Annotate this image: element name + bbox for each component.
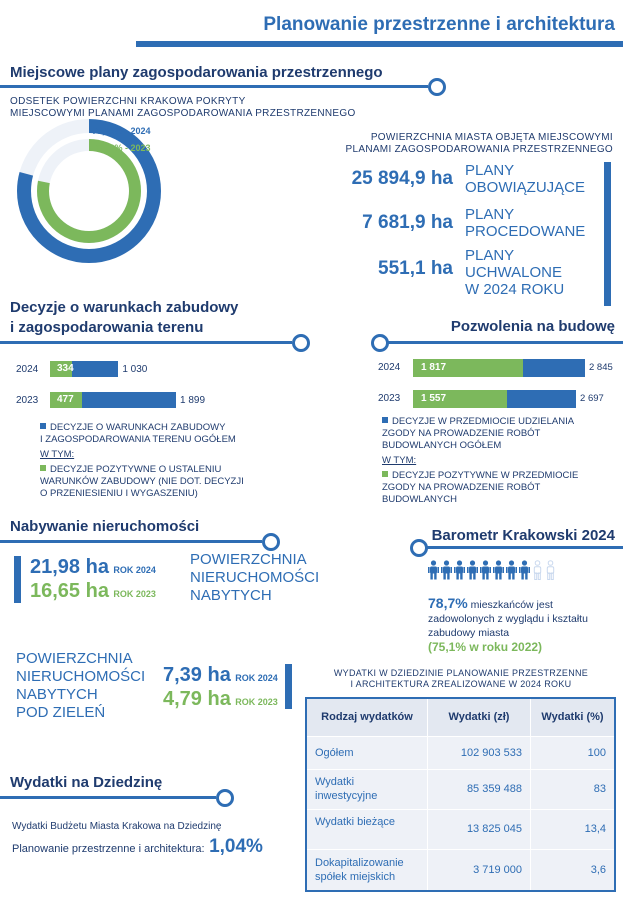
row-year: 2024 [378, 362, 401, 373]
wydatki-line2-text: Planowanie przestrzenne i architektura: [12, 843, 205, 855]
mpzp-section-title: Miejscowe plany zagospodarowania przestrzennego [10, 64, 383, 81]
nabywanie-section-title: Nabywanie nieruchomości [10, 518, 200, 535]
row-pct: 100 [587, 746, 606, 759]
person-filled-icon [441, 560, 452, 580]
plan-value: 25 894,9 ha [351, 168, 453, 189]
row-year: 2023 [16, 395, 39, 406]
legend-total-line1: DECYZJE W PRZEDMIOCIE UDZIELANIA [392, 416, 575, 427]
green-area-label [16, 650, 145, 722]
green-year-2024: ROK 2024 [235, 673, 278, 683]
person-filled-icon [493, 560, 504, 580]
green-2024 [163, 664, 278, 687]
person-empty-icon [532, 560, 543, 580]
row-name [306, 736, 428, 769]
legend-total-line2: I ZAGOSPODAROWANIA TERENU OGÓŁEM [40, 434, 236, 445]
plan-label [465, 162, 585, 196]
header-rule [136, 41, 623, 47]
green-label-line1: POWIERZCHNIA [16, 650, 133, 667]
positive-value: 334 [57, 363, 74, 374]
barometr-previous: (75,1% w roku 2022) [428, 640, 543, 654]
barometr-section-title: Barometr Krakowski 2024 [431, 527, 615, 544]
pozwolenia-section-title: Pozwolenia na budowę [450, 318, 615, 335]
decyzje-legend [40, 422, 244, 500]
wydatki-section-rule [0, 796, 216, 799]
row-pct: 83 [593, 783, 606, 795]
wydatki-percent: 1,04% [209, 836, 263, 857]
barometr-section-rule [424, 546, 623, 549]
person-filled-icon [480, 560, 491, 580]
plan-value: 551,1 ha [378, 258, 453, 279]
plan-row-procedowane [320, 206, 600, 246]
table-row [306, 769, 615, 809]
decyzje-section-title [10, 298, 238, 338]
plan-label-line3: W 2024 ROKU [465, 281, 565, 298]
value-2023: 16,65 ha [30, 580, 109, 602]
share-2023: 78,02% - 2023 [92, 143, 151, 153]
wydatki-section-node [216, 789, 234, 807]
row-name-line1: Wydatki [315, 776, 355, 788]
table-title-line1: WYDATKI W DZIEDZINIE PLANOWANIE PRZESTRZENNE [333, 668, 589, 678]
legend-positive-line2: WARUNKÓW ZABUDOWY (NIE DOT. DECYZJI [40, 476, 244, 487]
decyzje-title-line1: Decyzje o warunkach zabudowy [10, 299, 239, 316]
plan-label-line1: PLANY [465, 206, 515, 223]
nabywanie-2024 [30, 556, 156, 579]
decyzje-section-node [292, 334, 310, 352]
pozwolenia-row-2023 [378, 390, 623, 406]
green-label-line2: NIERUCHOMOŚCI [16, 668, 146, 685]
row-name-line2: spółek miejskich [315, 870, 396, 883]
row-amount: 13 825 045 [428, 809, 531, 849]
row-year: 2023 [378, 393, 401, 404]
wydatki-line2 [12, 836, 263, 858]
coverage-donut [14, 116, 164, 266]
total-value: 1 030 [122, 364, 148, 375]
green-value-2023: 4,79 ha [163, 688, 231, 710]
nabywanie-label-line1: POWIERZCHNIA [190, 551, 307, 568]
legend-total [382, 416, 578, 428]
green-year-2023: ROK 2023 [235, 697, 278, 707]
plan-row-uchwalone [320, 247, 600, 303]
nabywanie-label-line3: NABYTYCH [190, 587, 272, 604]
person-filled-icon [428, 560, 439, 580]
table-row [306, 736, 615, 769]
legend-total [40, 422, 244, 434]
row-pct: 13,4 [584, 823, 606, 835]
pozwolenia-row-2024 [378, 359, 623, 375]
legend-positive-line3: O PRZENIESIENIU I WYGASZENIU) [40, 488, 198, 499]
legend-green-swatch [40, 465, 46, 471]
plan-label-line2: PROCEDOWANE [465, 223, 586, 240]
year-2024: ROK 2024 [113, 565, 156, 575]
pozwolenia-legend [382, 416, 578, 506]
plans-side-bar [604, 162, 611, 306]
barometr-line1 [428, 596, 588, 612]
decyzje-row-2024 [16, 361, 216, 377]
total-value: 1 899 [180, 395, 206, 406]
nabywanie-label-line2: NIERUCHOMOŚCI [190, 569, 320, 586]
table-header: Wydatki (zł) [428, 698, 531, 736]
barometr-text-line2: zadowolonych z wyglądu i kształtu [428, 613, 588, 625]
legend-positive [382, 470, 578, 482]
row-name [306, 809, 428, 849]
plan-label [465, 206, 585, 240]
barometr-section-node [410, 539, 428, 557]
legend-blue-swatch [382, 417, 388, 423]
legend-positive-line1: DECYZJE POZYTYWNE O USTALENIU [50, 464, 222, 475]
nabywanie-side-bar [14, 556, 21, 603]
legend-total-line3: BUDOWLANYCH OGÓŁEM [382, 440, 502, 451]
plan-label-line1: PLANY [465, 162, 515, 179]
total-value: 2 845 [589, 362, 613, 373]
table-header: Rodzaj wydatków [306, 698, 428, 736]
share-label-line1: ODSETEK POWIERZCHNI KRAKOWA POKRYTY [10, 96, 246, 107]
row-pct: 3,6 [590, 863, 606, 876]
table-title [306, 668, 616, 690]
person-empty-icon [545, 560, 556, 580]
area-label-line2: PLANAMI ZAGOSPODAROWANIA PRZESTRZENNEGO [345, 144, 613, 155]
legend-positive-line2: ZGODY NA PROWADZENIE ROBÓT [382, 482, 541, 493]
pozwolenia-section-rule [386, 341, 623, 344]
person-filled-icon [454, 560, 465, 580]
area-label-line1: POWIERZCHNIA MIASTA OBJĘTA MIEJSCOWYMI [370, 132, 613, 143]
positive-value: 1 557 [421, 393, 447, 404]
person-filled-icon [519, 560, 530, 580]
row-name-line1: Wydatki bieżące [315, 815, 395, 828]
positive-value: 477 [57, 394, 74, 405]
positive-value: 1 817 [421, 362, 447, 373]
nabywanie-section-node [262, 533, 280, 551]
legend-green-swatch [382, 471, 388, 477]
nabywanie-section-rule [0, 540, 262, 543]
plan-label [465, 247, 564, 298]
plan-value: 7 681,9 ha [362, 212, 453, 233]
wydatki-line1: Wydatki Budżetu Miasta Krakowa na Dziedzinę [12, 821, 222, 832]
total-value: 2 697 [580, 393, 604, 404]
expenses-table [305, 697, 616, 892]
row-amount: 85 359 488 [428, 769, 531, 809]
person-filled-icon [467, 560, 478, 580]
plan-label-line1: PLANY [465, 247, 515, 264]
table-row [306, 809, 615, 849]
pozwolenia-section-node [371, 334, 389, 352]
legend-total-line1: DECYZJE O WARUNKACH ZABUDOWY [50, 422, 226, 433]
green-label-line4: POD ZIELEŃ [16, 704, 106, 721]
nabywanie-label [190, 551, 319, 605]
page-title: Planowanie przestrzenne i architektura [263, 14, 615, 35]
table-title-line2: I ARCHITEKTURA ZREALIZOWANE W 2024 ROKU [350, 679, 572, 689]
legend-positive-line1: DECYZJE POZYTYWNE W PRZEDMIOCIE [392, 470, 579, 481]
mpzp-section-node [428, 78, 446, 96]
legend-wtym: W TYM: [40, 449, 75, 460]
table-row [306, 849, 615, 891]
legend-positive [40, 464, 244, 476]
row-name-line1: Ogółem [315, 746, 354, 759]
plan-label-line2: UCHWALONE [465, 264, 562, 281]
green-value-2024: 7,39 ha [163, 664, 231, 686]
row-year: 2024 [16, 364, 39, 375]
plan-row-obowiazujace [320, 162, 600, 202]
value-2024: 21,98 ha [30, 556, 109, 578]
nabywanie-2023 [30, 580, 156, 603]
decyzje-row-2023 [16, 392, 216, 408]
legend-positive-line3: BUDOWLANYCH [382, 494, 457, 505]
green-side-bar [285, 664, 292, 709]
legend-total-line2: ZGODY NA PROWADZENIE ROBÓT [382, 428, 541, 439]
barometr-percent: 78,7% [428, 595, 468, 611]
wydatki-section-title: Wydatki na Dziedzinę [10, 774, 163, 791]
table-header: Wydatki (%) [541, 711, 604, 724]
row-name-line1: Dokapitalizowanie [315, 856, 404, 869]
decyzje-section-rule [0, 341, 292, 344]
area-label [346, 132, 613, 156]
legend-blue-swatch [40, 423, 46, 429]
year-2023: ROK 2023 [113, 589, 156, 599]
row-name [306, 849, 428, 891]
row-amount: 102 903 533 [428, 736, 531, 769]
row-name-line2: inwestycyjne [315, 790, 378, 802]
barometr-text-line1: mieszkańców jest [467, 599, 553, 611]
plan-label-line2: OBOWIĄZUJĄCE [465, 179, 586, 196]
row-amount: 3 719 000 [428, 849, 531, 891]
green-2023 [163, 688, 278, 711]
people-icons [428, 560, 558, 585]
mpzp-section-rule [0, 85, 428, 88]
share-label-line2: MIEJSCOWYMI PLANAMI ZAGOSPODAROWANIA PRZESTRZENNEGO [10, 108, 356, 119]
green-label-line3: NABYTYCH [16, 686, 98, 703]
share-2024: 79,23% - 2024 [92, 126, 151, 136]
table-header-row [306, 698, 615, 736]
barometr-text-line3: zabudowy miasta [428, 627, 510, 639]
barometr-text [428, 596, 588, 654]
decyzje-title-line2: i zagospodarowania terenu [10, 319, 204, 336]
person-filled-icon [506, 560, 517, 580]
legend-wtym: W TYM: [382, 455, 417, 466]
row-name [306, 769, 428, 809]
